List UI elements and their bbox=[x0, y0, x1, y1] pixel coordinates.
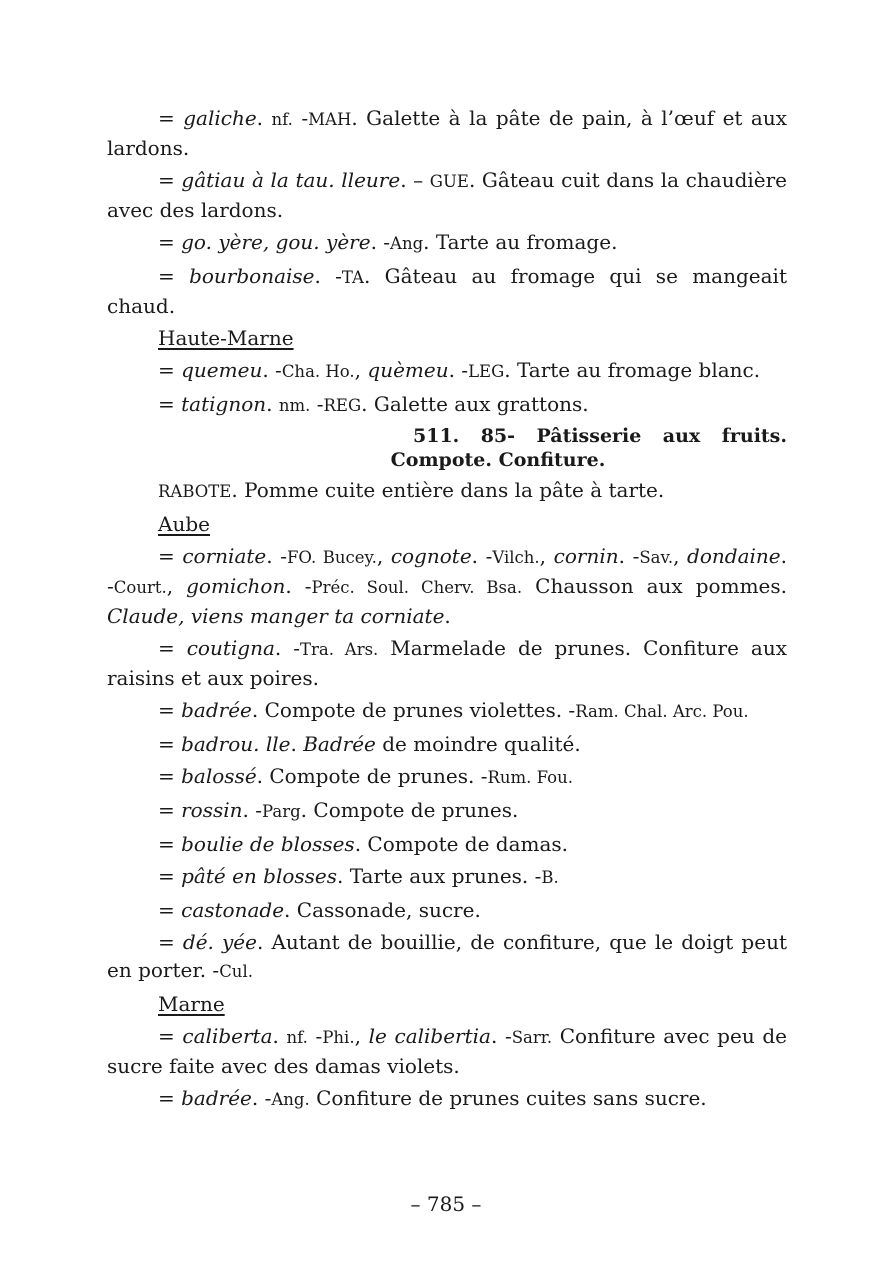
page-number: – 785 – bbox=[410, 1192, 482, 1216]
headword: balossé bbox=[181, 764, 257, 788]
region-heading-marne: Marne bbox=[158, 992, 225, 1016]
headword: cognote bbox=[390, 544, 472, 568]
definition: Chausson aux pommes. bbox=[522, 574, 787, 598]
entry-balosse: = balossé. Compote de prunes. -Rum. Fou. bbox=[158, 764, 573, 788]
source-abbrev: TA bbox=[341, 268, 364, 287]
source-abbrev: Cul. bbox=[219, 962, 253, 981]
headword: pâté en blosses bbox=[181, 864, 338, 888]
page-body bbox=[107, 104, 787, 1118]
source-abbrev: Ram. Chal. Arc. Pou. bbox=[575, 702, 749, 721]
source-abbrev: Sav. bbox=[639, 548, 674, 567]
definition: . Galette aux grattons. bbox=[361, 392, 589, 416]
headword: badrée bbox=[181, 698, 252, 722]
source-abbrev: Rum. Fou. bbox=[487, 768, 573, 787]
entry-deyee: = dé. yée. Autant de bouillie, de confiture, que le doigt peut en porter. -Cul. bbox=[107, 930, 787, 982]
source-abbrev: Parg bbox=[262, 802, 301, 821]
definition: . Tarte aux prunes. - bbox=[337, 864, 542, 888]
section-heading-line-2: Compote. Confiture. bbox=[390, 449, 606, 471]
headword: tatignon bbox=[181, 392, 267, 416]
source-abbrev: FO. Bucey. bbox=[286, 548, 377, 567]
headword: quèmeu bbox=[367, 358, 449, 382]
definition: . Gâteau au fromage qui se mangeait chaud. bbox=[107, 264, 787, 318]
entry-badree-marne: = badrée. -Ang. Confiture de prunes cuites sans sucre. bbox=[158, 1086, 707, 1110]
headword: cornin bbox=[553, 544, 619, 568]
definition: de moindre qualité. bbox=[375, 732, 581, 756]
entry-caliberta: = caliberta. nf. -Phi., le calibertia. -Sarr. Confiture avec peu de sucre faite avec des damas violets. bbox=[107, 1024, 787, 1078]
region-heading-aube: Aube bbox=[158, 512, 210, 536]
headword: gomichon bbox=[186, 574, 286, 598]
entry-coutigna: = coutigna. -Tra. Ars. Marmelade de prunes. Confiture aux raisins et aux poires. bbox=[107, 636, 787, 690]
definition: . Compote de prunes. - bbox=[256, 764, 488, 788]
entry-galiche: = galiche. nf. -MAH. Galette à la pâte de pain, à l’œuf et aux lardons. bbox=[107, 106, 787, 160]
definition: . Tarte au fromage blanc. bbox=[504, 358, 761, 382]
source-abbrev: Sarr. bbox=[511, 1028, 553, 1047]
source-abbrev: MAH bbox=[308, 110, 352, 129]
headword: le calibertia bbox=[368, 1024, 491, 1048]
headword: dondaine bbox=[687, 544, 781, 568]
definition: . Autant de bouillie, de confiture, que le doigt peut en porter. - bbox=[107, 930, 787, 982]
headword: coutigna bbox=[186, 636, 275, 660]
headword: RABOTE bbox=[158, 482, 232, 501]
headword: rossin bbox=[181, 798, 243, 822]
example-sentence: Claude, viens manger ta corniate bbox=[107, 604, 445, 628]
headword: caliberta bbox=[182, 1024, 273, 1048]
grammar-tag: nf. bbox=[286, 1028, 308, 1047]
headword: gâtiau à la tau. lleure bbox=[181, 168, 401, 192]
definition: . Gâteau cuit dans la chaudière avec des lardons. bbox=[107, 168, 788, 222]
definition: Confiture de prunes cuites sans sucre. bbox=[309, 1086, 707, 1110]
source-abbrev: Tra. Ars. bbox=[299, 640, 379, 659]
entry-gatiau: = gâtiau à la tau. lleure. – GUE. Gâteau cuit dans la chaudière avec des lardons. bbox=[107, 168, 788, 222]
headword: Badrée bbox=[303, 732, 376, 756]
entry-rossin: = rossin. -Parg. Compote de prunes. bbox=[158, 798, 519, 822]
source-abbrev: REG bbox=[323, 396, 362, 415]
headword: dé. yée bbox=[182, 930, 257, 954]
source-abbrev: Vilch. bbox=[492, 548, 540, 567]
source-abbrev: LEG bbox=[468, 362, 505, 381]
source-abbrev: Préc. Soul. Cherv. Bsa. bbox=[311, 578, 523, 597]
entry-goyere: = go. yère, gou. yère. -Ang. Tarte au fromage. bbox=[158, 230, 618, 254]
definition: . Galette à la pâte de pain, à l’œuf et aux lardons. bbox=[107, 106, 787, 160]
headword: boulie de blosses bbox=[181, 832, 355, 856]
entry-rabote bbox=[107, 476, 787, 506]
headword: corniate bbox=[182, 544, 267, 568]
entry-badroulle: = badrou. lle. Badrée de moindre qualité. bbox=[158, 732, 581, 756]
definition: . Pomme cuite entière dans la pâte à tarte. bbox=[231, 478, 665, 502]
source-abbrev: GUE bbox=[429, 172, 469, 191]
entry-tatignon: = tatignon. nm. -REG. Galette aux grattons. bbox=[158, 392, 589, 416]
entry-castonade: = castonade. Cassonade, sucre. bbox=[158, 898, 481, 922]
region-heading-haute-marne: Haute-Marne bbox=[158, 326, 294, 350]
definition: Confiture avec peu de sucre faite avec des damas violets. bbox=[107, 1024, 787, 1078]
source-abbrev: Ang. bbox=[271, 1090, 310, 1109]
entry-quemeu: = quemeu. -Cha. Ho., quèmeu. -LEG. Tarte au fromage blanc. bbox=[158, 358, 761, 382]
headword: galiche bbox=[183, 106, 257, 130]
definition: . Cassonade, sucre. bbox=[284, 898, 481, 922]
headword: go. yère, gou. yère bbox=[181, 230, 371, 254]
section-heading-line-1: 511. 85- Pâtisserie aux fruits. bbox=[413, 425, 787, 447]
headword: bourbonaise bbox=[189, 264, 315, 288]
definition: . Compote de damas. bbox=[354, 832, 569, 856]
grammar-tag: nf. bbox=[271, 110, 293, 129]
definition: . Compote de prunes. bbox=[300, 798, 519, 822]
grammar-tag: nm. bbox=[278, 396, 311, 415]
headword: badrée bbox=[181, 1086, 252, 1110]
entry-corniate: = corniate. -FO. Bucey., cognote. -Vilch., cornin. -Sav., dondaine. -Court., gomichon. -Préc. Soul. Cherv. Bsa. Chausson aux pommes. Claude, viens manger ta corniate. bbox=[107, 544, 787, 628]
source-abbrev: Cha. Ho. bbox=[281, 362, 355, 381]
entry-pate-en-blosses: = pâté en blosses. Tarte aux prunes. -B. bbox=[158, 864, 559, 888]
source-abbrev: B. bbox=[541, 868, 559, 887]
headword: badrou. lle bbox=[181, 732, 291, 756]
source-abbrev: Court. bbox=[113, 578, 167, 597]
headword: castonade bbox=[181, 898, 285, 922]
section-heading bbox=[107, 424, 787, 472]
entry-boulie-de-blosses: = boulie de blosses. Compote de damas. bbox=[158, 832, 569, 856]
definition: . Compote de prunes violettes. - bbox=[251, 698, 576, 722]
entry-bourbonaise: = bourbonaise. -TA. Gâteau au fromage qui se mangeait chaud. bbox=[107, 264, 787, 318]
entry-badree: = badrée. Compote de prunes violettes. -Ram. Chal. Arc. Pou. bbox=[158, 698, 749, 722]
source-abbrev: Ang bbox=[390, 234, 424, 253]
definition: . Tarte au fromage. bbox=[423, 230, 618, 254]
headword: quemeu bbox=[181, 358, 263, 382]
source-abbrev: Phi. bbox=[322, 1028, 355, 1047]
definition: Marmelade de prunes. Confiture aux raisins et aux poires. bbox=[107, 636, 787, 690]
